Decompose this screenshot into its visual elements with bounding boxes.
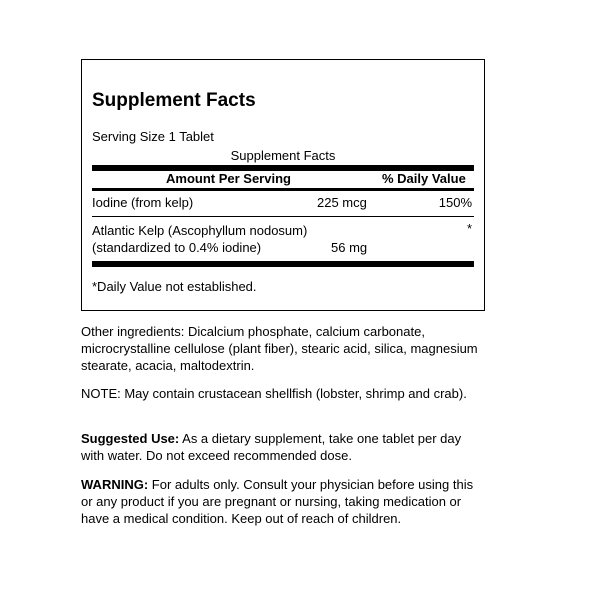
header-amount-per-serving: Amount Per Serving — [166, 171, 291, 186]
daily-value-footnote: *Daily Value not established. — [92, 279, 257, 294]
other-ingredients: Other ingredients: Dicalcium phosphate, calcium carbonate, microcrystalline cellulose (plant fiber), stearic acid, silica, magnesium stearate, acacia, maltodextrin. — [81, 324, 478, 373]
row-kelp-amount: 56 mg — [331, 240, 368, 255]
row-kelp-dv: * — [466, 221, 472, 236]
row-divider — [92, 216, 474, 217]
thick-bottom-bar — [92, 261, 474, 267]
warning — [81, 476, 481, 527]
suggested-use-label: Suggested Use: — [81, 431, 180, 446]
suggested-use-text: As a dietary supplement, take one tablet per day with water. Do not exceed recommended dose. — [81, 431, 462, 463]
row-iodine-dv: 150% — [438, 195, 472, 210]
row-iodine-name: Iodine (from kelp) — [92, 195, 194, 210]
header-daily-value: % Daily Value — [382, 171, 466, 186]
row-iodine-amount: 225 mcg — [317, 195, 367, 210]
serving-size: Serving Size 1 Tablet — [92, 129, 214, 144]
supplement-facts-panel — [81, 59, 485, 311]
row-kelp-name-line1: Atlantic Kelp (Ascophyllum nodosum) — [92, 223, 308, 238]
panel-title: Supplement Facts — [92, 90, 256, 111]
warning-text: For adults only. Consult your physician before using this or any product if you are pregnant or nursing, taking medication or have a medical condition. Keep out of reach of children. — [81, 477, 474, 526]
header-bottom-bar — [92, 188, 474, 191]
row-kelp-name-line2: (standardized to 0.4% iodine) — [92, 240, 262, 255]
suggested-use — [81, 430, 481, 464]
allergen-note: NOTE: May contain crustacean shellfish (lobster, shrimp and crab). — [81, 386, 467, 401]
warning-label: WARNING: — [81, 477, 149, 492]
table-caption: Supplement Facts — [230, 148, 336, 163]
